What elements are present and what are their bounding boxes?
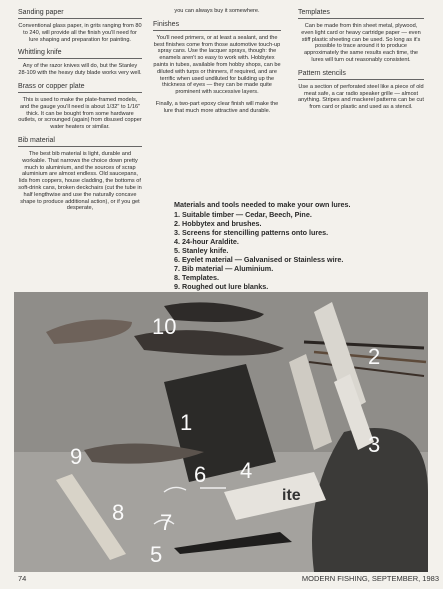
materials-list	[160, 210, 426, 300]
photo-label: 3	[368, 432, 381, 457]
section-text: This is used to make the plate-framed models, and the gauge you'll need is about 1/32" to 1/16" thick. It can be bought from some hardware outlets, or scrounged (again) from disused copper water heaters or similar.	[18, 96, 142, 131]
list-item: 1. Suitable timber — Cedar, Beech, Pine.	[182, 210, 426, 219]
section-text: Finally, a two-part epoxy clear finish will make the lure that much more attractive and durable.	[155, 100, 279, 114]
list-item: 4. 24-hour Araldite.	[182, 237, 426, 246]
tube-label: ite	[282, 487, 301, 504]
section-heading: Sanding paper	[18, 8, 142, 19]
column-right	[298, 8, 424, 116]
materials-photo	[14, 292, 428, 572]
list-item: 6. Eyelet material — Galvanised or Stainless wire.	[182, 255, 426, 264]
list-item: 8. Templates.	[182, 273, 426, 282]
list-item: 9. Roughed out lure blanks.	[182, 282, 426, 291]
list-item: 7. Bib material — Aluminium.	[182, 264, 426, 273]
photo-label: 1	[180, 410, 193, 435]
section-heading: Bib material	[18, 136, 142, 147]
photo-label: 10	[152, 314, 177, 339]
section-text: Conventional glass paper, in grits ranging from 80 to 240, will provide all the finish you'll need for lure shaping and preparation for painting.	[18, 23, 142, 43]
photo-label: 5	[150, 542, 163, 567]
materials-list-box	[160, 200, 426, 291]
section-heading: Pattern stencils	[298, 69, 424, 80]
section-text: you can always buy it somewhere.	[174, 8, 260, 14]
list-item: 3. Screens for stencilling patterns onto lures.	[182, 228, 426, 237]
section-text: You'll need primers, or at least a sealant, and the best finishes come from those automotive touch-up spray cans. Use the lacquer sprays, though: the enamels aren't so easy to work with. Hobbytex paints in tubes, available from hobby shops, can be diluted with turps or thinners, if required, and are terrific when used undiluted for building up the thickness of eyes — they can be made quite prominent with successive layers.	[153, 34, 281, 96]
column-left	[18, 8, 142, 217]
photo-label: 8	[112, 500, 125, 525]
materials-title: Materials and tools needed to make your own lures.	[174, 200, 351, 209]
magazine-footer: MODERN FISHING, SEPTEMBER, 1983	[301, 574, 439, 583]
section-text: The best bib material is light, durable and workable. That narrows the choice down pretty much to aluminium, and the sources of scrap aluminium are almost endless. Old saucepans, lids from coppers, house cladding, the bottoms of soft-drink cans, broken deckchairs (cut the tube in half lengthwise and use the naturally concave shape to produce additional action), or if you get desperate,	[18, 150, 142, 212]
section-text: Any of the razor knives will do, but the Stanley 28-109 with the heavy duty blade works very well.	[18, 63, 142, 77]
list-item: 5. Stanley knife.	[182, 246, 426, 255]
photo-label: 7	[160, 510, 173, 535]
photo-label: 9	[70, 444, 83, 469]
photo-label: 6	[194, 462, 207, 487]
photo-label: 4	[240, 458, 253, 483]
column-middle	[153, 8, 281, 120]
section-heading: Finishes	[153, 20, 281, 31]
page-number: 74	[18, 574, 27, 583]
section-text: Can be made from thin sheet metal, plywood, even light card or heavy cartridge paper — even stiff plastic sheeting can be used. So long as it's possible to trace around it to produce approximately the same results each time, the lures will turn out reasonably consistent.	[301, 23, 421, 63]
section-heading: Templates	[298, 8, 424, 19]
section-text: Use a section of perforated steel like a piece of old meat safe, a car radio speaker grille — almost anything. Stripes and mackerel patterns can be cut from card or plastic and used as a stencil.	[298, 83, 424, 111]
section-heading: Whittling knife	[18, 48, 142, 59]
materials-photo-illustration	[14, 292, 428, 572]
list-item: 2. Hobbytex and brushes.	[182, 219, 426, 228]
photo-label: 2	[368, 344, 381, 369]
section-heading: Brass or copper plate	[18, 82, 142, 93]
